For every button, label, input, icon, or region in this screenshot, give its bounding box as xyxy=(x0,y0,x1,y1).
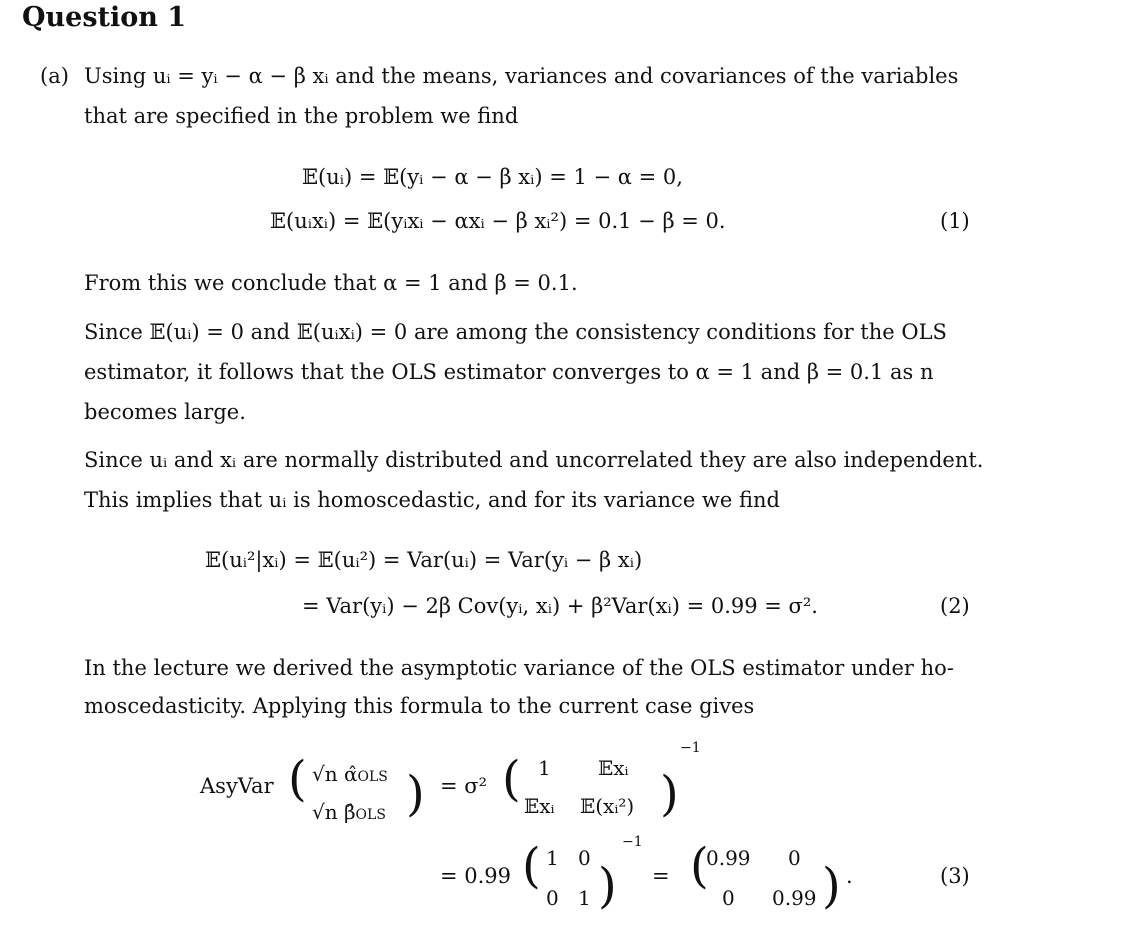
inverse-exponent-1: −1 xyxy=(680,740,701,756)
right-paren-matrix-1: ) xyxy=(660,766,679,822)
left-paren-matrix-3: ( xyxy=(690,838,709,894)
eq1-number: (1) xyxy=(940,209,970,233)
intro-line-2: that are specified in the problem we find xyxy=(84,104,519,128)
eq-099: = 0.99 xyxy=(440,864,512,888)
consistency-line-1: Since 𝔼(uᵢ) = 0 and 𝔼(uᵢxᵢ) = 0 are among the consistency conditions for the OLS xyxy=(84,320,947,344)
left-paren-vector: ( xyxy=(288,751,307,807)
matrix2-d: 1 xyxy=(578,886,591,910)
right-paren-matrix-2: ) xyxy=(598,858,617,914)
period: . xyxy=(846,864,853,888)
matrix2-b: 0 xyxy=(578,846,591,870)
eq2-line-1: 𝔼(uᵢ²|xᵢ) = 𝔼(uᵢ²) = Var(uᵢ) = Var(yᵢ − β xᵢ) xyxy=(205,548,643,572)
eq-sigma: = σ² xyxy=(440,774,488,798)
matrix3-d: 0.99 xyxy=(772,886,817,910)
lecture-line-2: moscedasticity. Applying this formula to the current case gives xyxy=(84,694,755,718)
matrix1-a: 1 xyxy=(538,756,551,780)
eq-sign: = xyxy=(652,864,670,888)
eq1-line-1: 𝔼(uᵢ) = 𝔼(yᵢ − α − β xᵢ) = 1 − α = 0, xyxy=(302,165,683,189)
independence-line-2: This implies that uᵢ is homoscedastic, and for its variance we find xyxy=(84,488,780,512)
asyvar-label: AsyVar xyxy=(200,774,274,798)
consistency-line-3: becomes large. xyxy=(84,400,246,424)
conclusion-line: From this we conclude that α = 1 and β = 0.1. xyxy=(84,271,578,295)
part-label: (a) xyxy=(40,64,69,88)
vector-top: √n α̂OLS xyxy=(312,762,388,786)
matrix2-c: 0 xyxy=(546,886,559,910)
matrix2-a: 1 xyxy=(546,846,559,870)
eq2-number: (2) xyxy=(940,594,970,618)
intro-line-1: Using uᵢ = yᵢ − α − β xᵢ and the means, variances and covariances of the variables xyxy=(84,64,959,88)
matrix3-c: 0 xyxy=(722,886,735,910)
matrix1-b: 𝔼xᵢ xyxy=(598,756,629,780)
vector-bottom: √n β̂OLS xyxy=(312,800,386,824)
consistency-line-2: estimator, it follows that the OLS estimator converges to α = 1 and β = 0.1 as n xyxy=(84,360,934,384)
eq1-line-2: 𝔼(uᵢxᵢ) = 𝔼(yᵢxᵢ − αxᵢ − β xᵢ²) = 0.1 − β = 0. xyxy=(270,209,726,233)
eq2-line-2: = Var(yᵢ) − 2β Cov(yᵢ, xᵢ) + β²Var(xᵢ) = 0.99 = σ². xyxy=(302,594,818,618)
lecture-line-1: In the lecture we derived the asymptotic variance of the OLS estimator under ho- xyxy=(84,656,954,680)
matrix3-b: 0 xyxy=(788,846,801,870)
question-heading: Question 1 xyxy=(22,2,187,33)
left-paren-matrix-2: ( xyxy=(522,838,541,894)
matrix1-c: 𝔼xᵢ xyxy=(524,794,555,818)
matrix3-a: 0.99 xyxy=(706,846,751,870)
independence-line-1: Since uᵢ and xᵢ are normally distributed and uncorrelated they are also independent. xyxy=(84,448,984,472)
right-paren-vector: ) xyxy=(406,766,425,822)
left-paren-matrix-1: ( xyxy=(502,751,521,807)
eq3-number: (3) xyxy=(940,864,970,888)
matrix1-d: 𝔼(xᵢ²) xyxy=(580,794,635,818)
right-paren-matrix-3: ) xyxy=(822,858,841,914)
inverse-exponent-2: −1 xyxy=(622,834,643,850)
